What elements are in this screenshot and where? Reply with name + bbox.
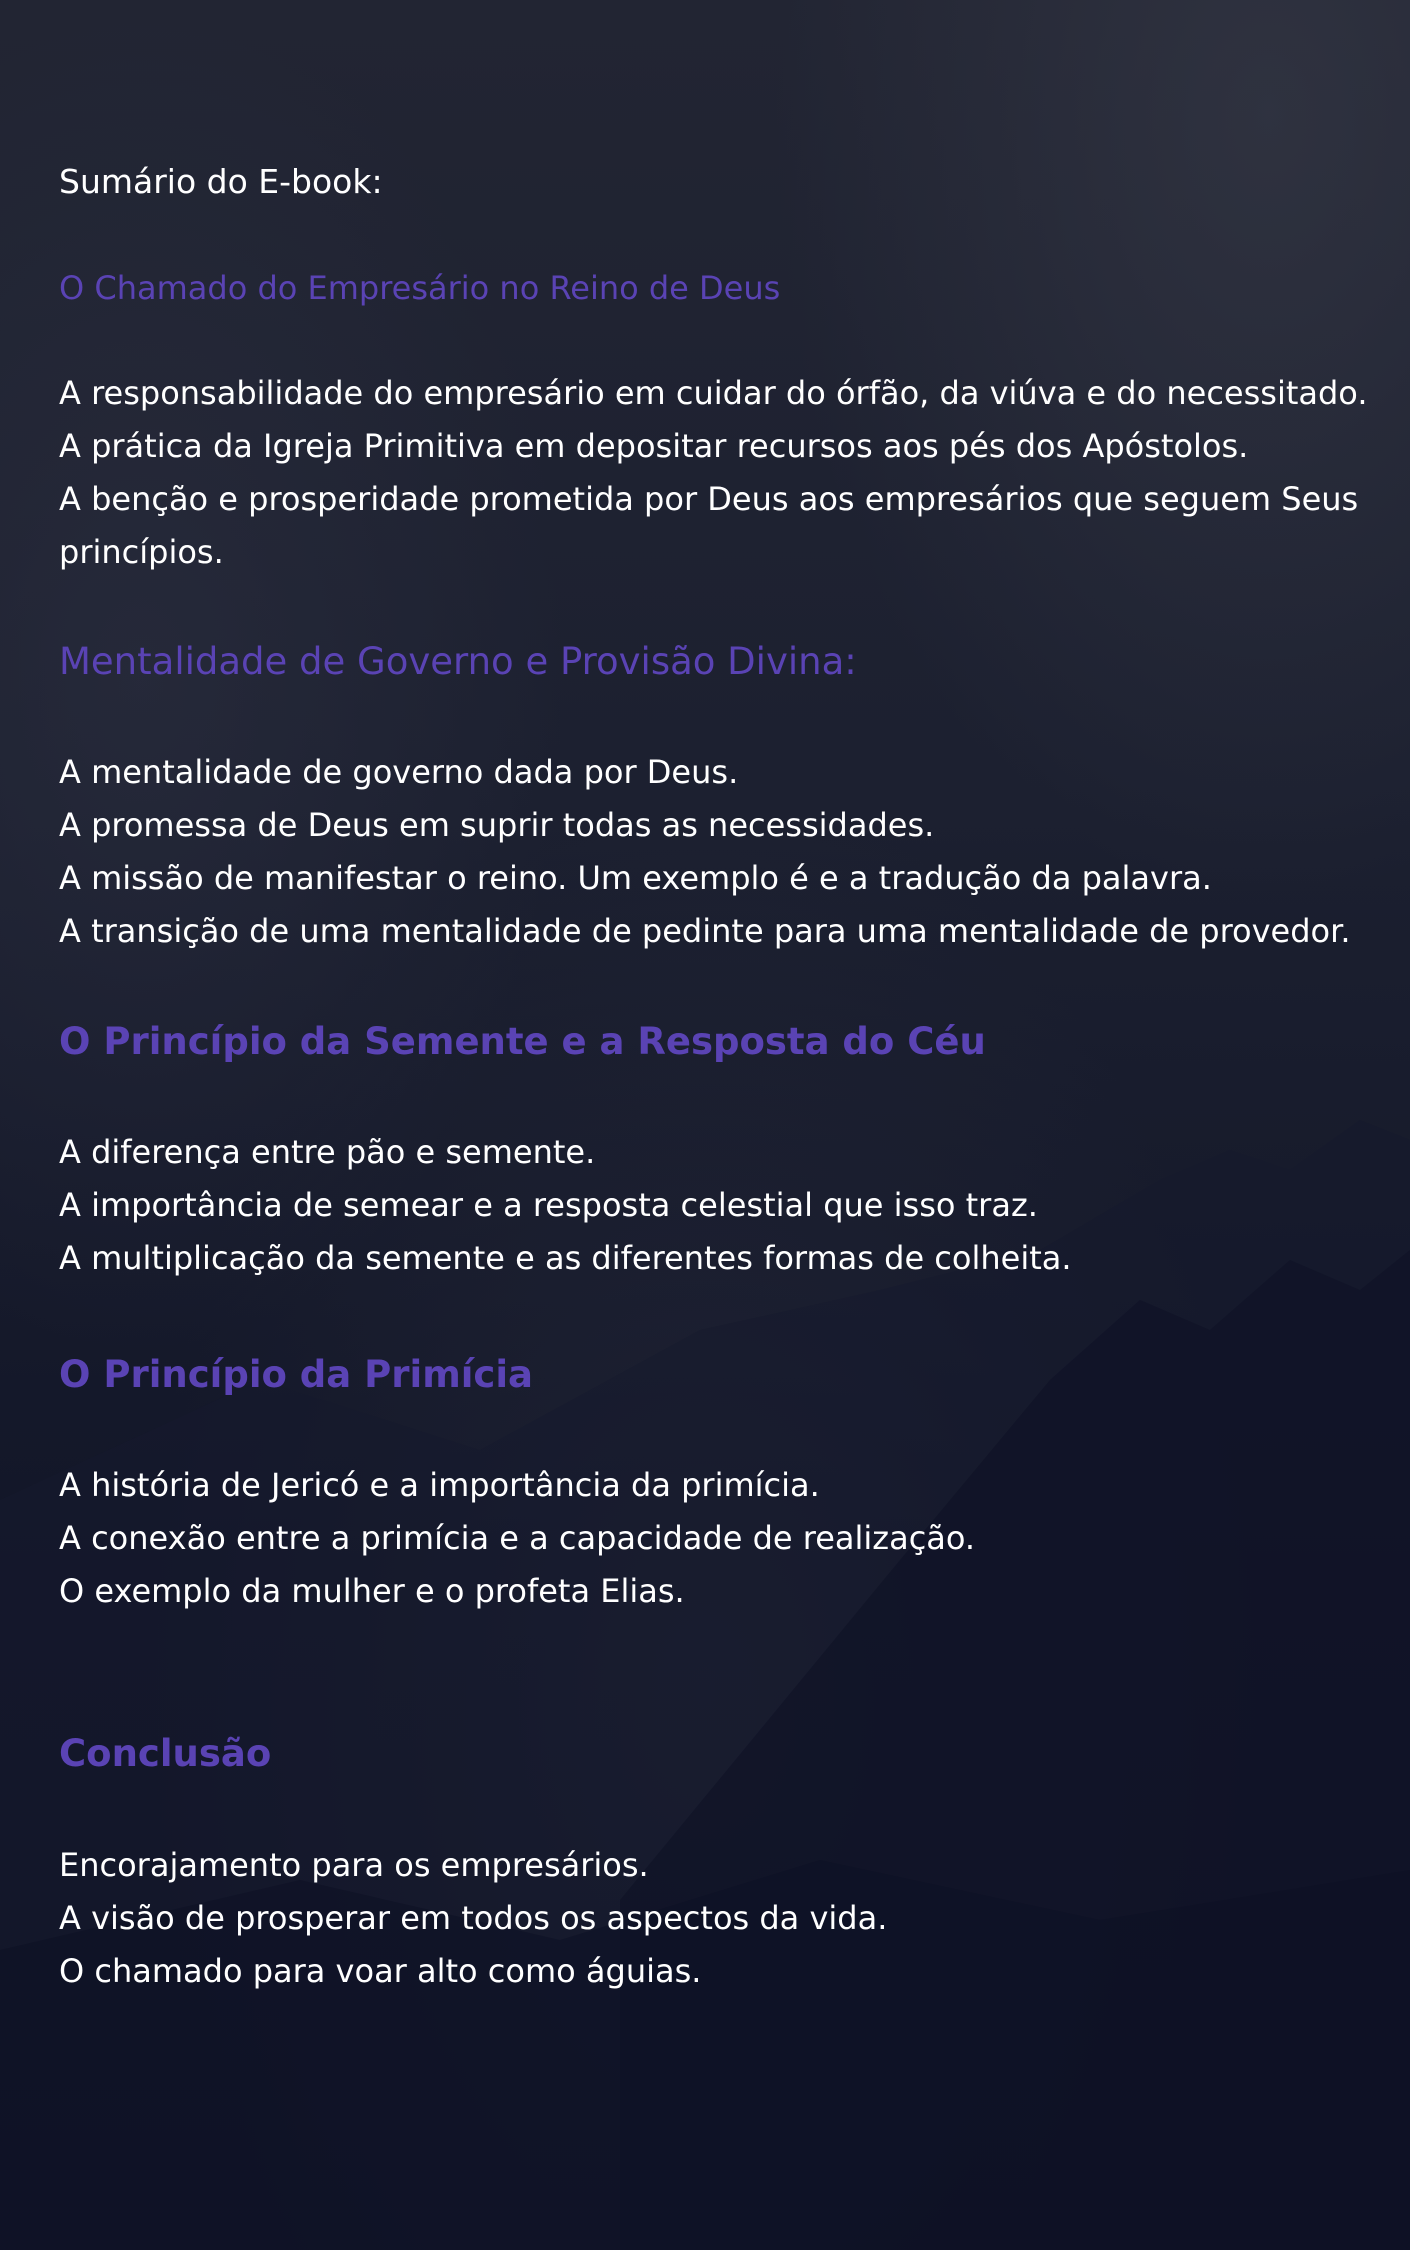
- section-title-chamado: O Chamado do Empresário no Reino de Deus: [59, 269, 781, 307]
- section-list-mentalidade: [59, 746, 1379, 958]
- list-item: A transição de uma mentalidade de pedinte para uma mentalidade de provedor.: [59, 912, 1351, 950]
- list-item: A conexão entre a primícia e a capacidade de realização.: [59, 1519, 976, 1557]
- list-item: A importância de semear e a resposta celestial que isso traz.: [59, 1186, 1038, 1224]
- section-title-primicia: O Princípio da Primícia: [59, 1353, 534, 1396]
- list-item: A diferença entre pão e semente.: [59, 1133, 596, 1171]
- list-item: A missão de manifestar o reino. Um exemplo é e a tradução da palavra.: [59, 859, 1212, 897]
- list-item: A visão de prosperar em todos os aspectos da vida.: [59, 1899, 888, 1937]
- list-item: A mentalidade de governo dada por Deus.: [59, 753, 739, 791]
- section-list-semente: [59, 1126, 1379, 1285]
- list-item: O exemplo da mulher e o profeta Elias.: [59, 1572, 685, 1610]
- summary-intro: Sumário do E-book:: [59, 162, 383, 201]
- list-item: A multiplicação da semente e as diferentes formas de colheita.: [59, 1239, 1072, 1277]
- list-item: A promessa de Deus em suprir todas as necessidades.: [59, 806, 935, 844]
- section-title-mentalidade: Mentalidade de Governo e Provisão Divina:: [59, 640, 857, 683]
- list-item: A responsabilidade do empresário em cuidar do órfão, da viúva e do necessitado.: [59, 374, 1368, 412]
- section-title-conclusao: Conclusão: [59, 1732, 272, 1775]
- list-item: A história de Jericó e a importância da primícia.: [59, 1466, 820, 1504]
- section-title-semente: O Princípio da Semente e a Resposta do Céu: [59, 1020, 986, 1063]
- section-list-chamado: [59, 367, 1379, 579]
- list-item: A prática da Igreja Primitiva em depositar recursos aos pés dos Apóstolos.: [59, 427, 1249, 465]
- list-item: Encorajamento para os empresários.: [59, 1846, 649, 1884]
- list-item: A benção e prosperidade prometida por Deus aos empresários que seguem Seus princípios.: [59, 480, 1359, 571]
- list-item: O chamado para voar alto como águias.: [59, 1952, 702, 1990]
- section-list-conclusao: [59, 1839, 1379, 1998]
- section-list-primicia: [59, 1459, 1379, 1618]
